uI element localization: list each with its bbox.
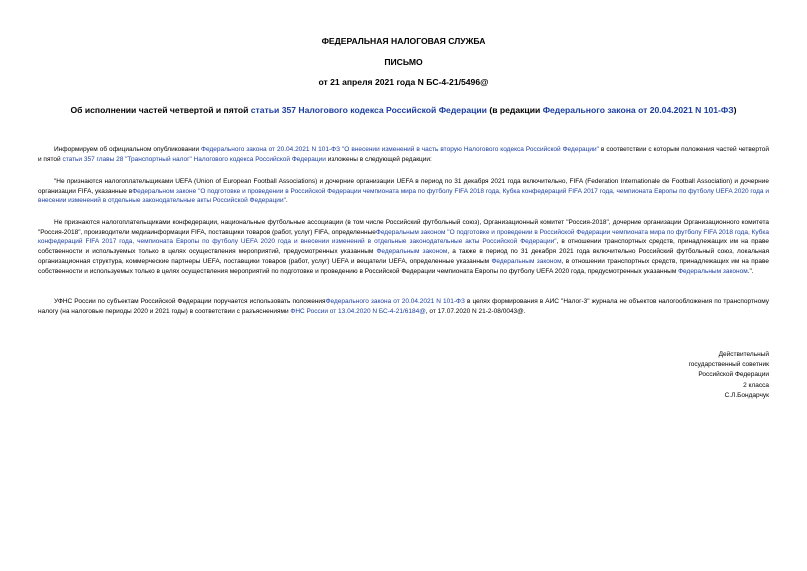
signature-block (569, 350, 769, 401)
p1-text-2: в соответствии с которым положения частей четвертой и пятой (38, 146, 769, 163)
p3-text-1: Не признаются налогоплательщиками конфедерации, национальные футбольные ассоциации (в том числе Российский футбольный союз), Организационный комитет "Россия-2018", дочерние организации Организационного комитета "Россия-2018", производители медиаинформации FIFA, поставщики товаров (работ, услуг) FIFA, определенные (38, 219, 769, 236)
p3-text-5: .". (747, 267, 754, 275)
title-link-federal-law[interactable]: Федерального закона от 20.04.2021 N 101-ФЗ (542, 105, 734, 115)
p3-text-2: , в отношении транспортных средств, принадлежащих им на праве собственности и используемых только в целях осуществления мероприятий, предусмотренных указанным (38, 238, 770, 256)
agency-name: ФЕДЕРАЛЬНАЯ НАЛОГОВАЯ СЛУЖБА (321, 36, 486, 46)
p1-text-1: Информируем об официальном опубликовании (54, 146, 202, 153)
document-type: ПИСЬМО (384, 57, 423, 67)
p2-link-federal-law[interactable]: Федеральном законе "О подготовке и проведении в Российской Федерации чемпионата мира по футболу FIFA 2018 года, Кубка конфедераций FIFA 2017 года, чемпионата Европы по футболу UEFA 2020 года и внесении изменений в отдельные законодательные акты Российской Федерации" (38, 187, 769, 205)
signature-rank-line-3: Российской Федерации (698, 371, 769, 379)
p1-link-federal-law[interactable]: Федерального закона от 20.04.2021 N 101-ФЗ "О внесении изменений в часть вторую Налогового кодекса Российской Федерации" (201, 146, 599, 153)
p2-text-2: . (285, 197, 288, 205)
p3-link-federal-law-4[interactable]: Федеральным законом (678, 267, 748, 275)
p4-link-fns-letter[interactable]: ФНС России от 13.04.2020 N БС-4-21/6184@ (290, 307, 426, 315)
p3-link-federal-law-3[interactable]: Федеральным законом (491, 257, 562, 265)
p4-text-1: УФНС России по субъектам Российской Федерации поручается использовать положения (54, 298, 326, 305)
signature-rank-line-1: Действительный (718, 351, 769, 358)
p4-text-3: , от 17.07.2020 N 21-2-08/0043@. (425, 307, 526, 315)
paragraph-confederations (38, 218, 769, 276)
paragraph-ufns-instruction (38, 297, 769, 316)
paragraph-inform (38, 145, 769, 164)
p4-link-federal-law[interactable]: Федерального закона от 20.04.2021 N 101-ФЗ (325, 298, 465, 305)
p3-link-federal-law-2[interactable]: Федеральным законом (376, 248, 448, 256)
signatory-name: С.Л.Бондарчук (724, 391, 769, 399)
p2-text-1: "Не признаются налогоплательщиками UEFA (Union of European Football Associations) и дочерние организации UEFA в период по 31 декабря 2021 года включительно, FIFA (Federation Internationale de Football Association) и дочерние организации FIFA, указанные в (38, 178, 769, 195)
p3-text-3: , а также в период по 31 декабря 2021 года включительно Российский футбольный союз, локальная организационная структура, коммерческие партнеры UEFA, поставщики товаров (работ, услуг) UEFA и вещатели UEFA, определенные указанным (38, 248, 769, 265)
title-link-article-357[interactable]: статьи 357 Налогового кодекса Российской Федерации (250, 105, 487, 115)
p3-link-federal-law[interactable]: Федеральным законом "О подготовке и проведении в Российской Федерации чемпионата мира по футболу FIFA 2018 года, Кубка конфедераций FIFA 2017 года, чемпионата Европы по футболу UEFA 2020 года и внесении изменений в отдельные законодательные акты Российской Федерации" (38, 228, 769, 246)
p1-text-3: изложены в следующей редакции: (325, 155, 432, 163)
paragraph-uefa-fifa (38, 177, 769, 206)
title-text-2: (в редакции (486, 105, 543, 115)
title-text-1: Об исполнении частей четвертой и пятой (70, 105, 251, 115)
document-title (0, 105, 807, 116)
document-date-number: от 21 апреля 2021 года N БС-4-21/5496@ (318, 77, 489, 87)
signature-rank-line-4: 2 класса (743, 381, 769, 389)
title-text-3: ) (733, 105, 737, 115)
p4-text-2: в целях формирования в АИС "Налог-3" журнала не объектов налогообложения по транспортному налогу (на налоговые периоды 2020 и 2021 годы) в соответствии с разъяснениями (38, 298, 769, 315)
p3-text-4: , в отношении транспортных средств, принадлежащих им на праве собственности и используемых только в целях осуществления мероприятий по подготовке и проведению в Российской Федерации чемпионата Европы по футболу UEFA 2020 года, предусмотренных указанным (38, 257, 769, 275)
signature-rank-line-2: государственный советник (688, 361, 769, 369)
p1-link-article-357[interactable]: статьи 357 главы 28 "Транспортный налог" Налогового кодекса Российской Федерации (62, 155, 326, 163)
